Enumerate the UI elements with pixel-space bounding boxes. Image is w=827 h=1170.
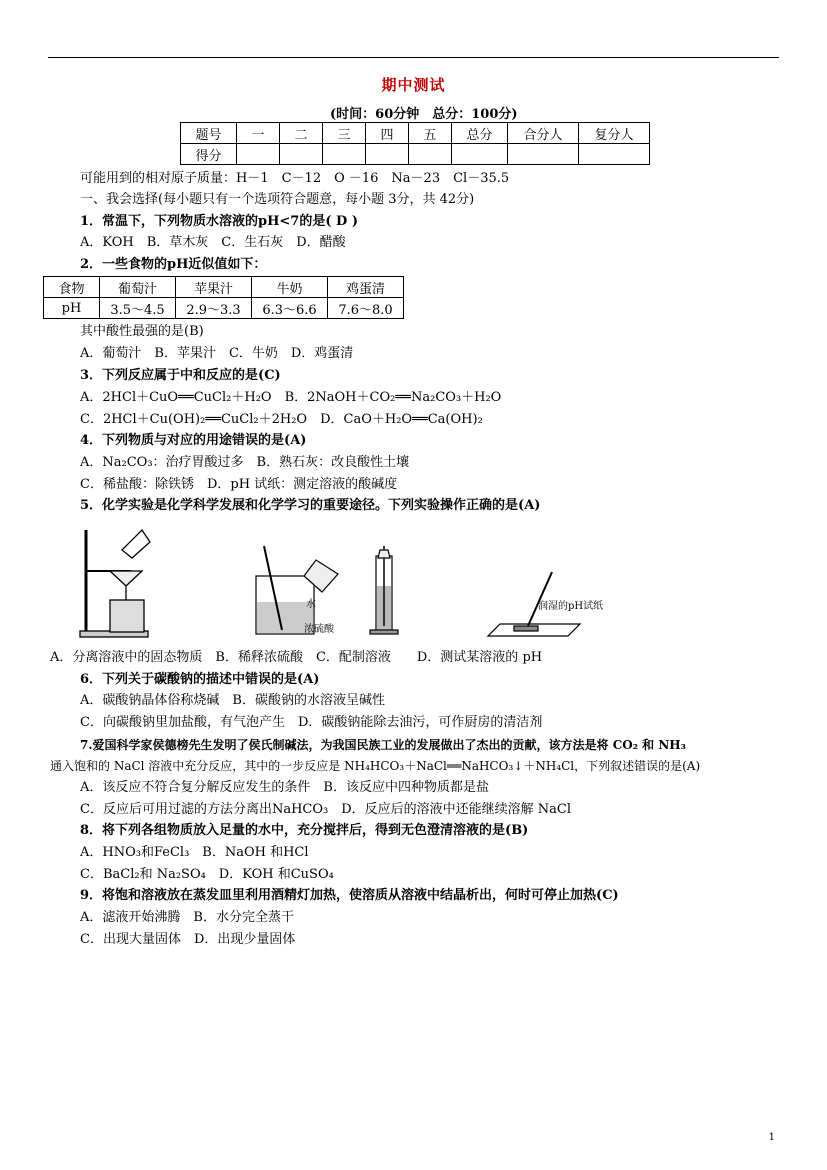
q4-options-ab: A．Na₂CO₃：治疗胃酸过多 B．熟石灰：改良酸性土壤: [80, 455, 410, 470]
score-entry[interactable]: [452, 144, 508, 165]
ph-cell: 葡萄汁: [100, 277, 176, 298]
score-entry[interactable]: [280, 144, 323, 165]
q7-stem-1: 7.爱国科学家侯德榜先生发明了侯氏制碱法，为我国民族工业的发展做出了杰出的贡献，该方法是将 CO₂ 和 NH₃: [80, 738, 686, 752]
q7-options-cd: C．反应后可用过滤的方法分离出NaHCO₃ D．反应后的溶液中还能继续溶解 NaCl: [80, 802, 572, 817]
atomic-masses: 可能用到的相对原子质量：H－1 C－12 O －16 Na－23 Cl－35.5: [80, 171, 510, 186]
q3-options-cd: C．2HCl＋Cu(OH)₂══CuCl₂＋2H₂O D．CaO＋H₂O══Ca(OH)₂: [80, 412, 483, 427]
ph-cell: 苹果汁: [176, 277, 252, 298]
q7-options-ab: A．该反应不符合复分解反应发生的条件 B．该反应中四种物质都是盐: [80, 780, 489, 795]
ph-cell: 牛奶: [252, 277, 328, 298]
page-title: 期中测试: [381, 76, 446, 94]
q5-options: A．分离溶液中的固态物质 B．稀释浓硫酸 C．配制溶液 D．测试某溶液的 pH: [50, 650, 543, 665]
ph-cell: 2.9～3.3: [176, 298, 252, 319]
filtration-figure: [80, 530, 150, 637]
score-cell: 总分: [452, 123, 508, 144]
q6-options-ab: A．碳酸钠晶体俗称烧碱 B．碳酸钠的水溶液呈碱性: [80, 693, 385, 708]
score-entry[interactable]: [409, 144, 452, 165]
q2-question: 其中酸性最强的是(B): [80, 324, 204, 339]
acid-label: 浓硫酸: [304, 624, 334, 635]
q9-stem: 9．将饱和溶液放在蒸发皿里利用酒精灯加热，使溶质从溶液中结晶析出，何时可停止加热(C): [80, 888, 619, 903]
q6-stem: 6．下列关于碳酸钠的描述中错误的是(A): [80, 672, 320, 687]
q1-options: A．KOH B．草木灰 C．生石灰 D．醋酸: [80, 235, 346, 250]
q4-stem: 4．下列物质与对应的用途错误的是(A): [80, 433, 307, 448]
score-cell: 四: [366, 123, 409, 144]
ph-cell: 鸡蛋清: [328, 277, 404, 298]
page-number: 1: [768, 1132, 775, 1143]
q4-options-cd: C．稀盐酸：除铁锈 D．pH 试纸：测定溶液的酸碱度: [80, 477, 398, 492]
ph-cell: 7.6～8.0: [328, 298, 404, 319]
q2-options: A．葡萄汁 B．苹果汁 C．牛奶 D．鸡蛋清: [80, 346, 354, 361]
q9-options-cd: C．出现大量固体 D．出现少量固体: [80, 932, 296, 947]
q6-options-cd: C．向碳酸钠里加盐酸，有气泡产生 D．碳酸钠能除去油污，可作厨房的清洁剂: [80, 715, 543, 730]
score-entry[interactable]: [237, 144, 280, 165]
score-cell: 题号: [181, 123, 237, 144]
section-heading: 一、我会选择(每小题只有一个选项符合题意，每小题 3分，共 42分): [80, 192, 475, 207]
ph-cell: 3.5～4.5: [100, 298, 176, 319]
score-cell: 一: [237, 123, 280, 144]
q5-stem: 5．化学实验是化学科学发展和化学学习的重要途径。下列实验操作正确的是(A): [80, 498, 541, 513]
ph-cell: 6.3～6.6: [252, 298, 328, 319]
score-cell: 合分人: [508, 123, 579, 144]
ph-paper-figure: [488, 572, 603, 636]
q8-options-cd: C．BaCl₂和 Na₂SO₄ D．KOH 和CuSO₄: [80, 867, 334, 882]
score-cell: 二: [280, 123, 323, 144]
q7-stem-2: 通入饱和的 NaCl 溶液中充分反应，其中的一步反应是 NH₄HCO₃＋NaCl══NaHCO₃↓＋NH₄Cl，下列叙述错误的是(A): [50, 759, 701, 773]
score-cell: 五: [409, 123, 452, 144]
top-rule: [48, 57, 779, 58]
dilution-figure: [256, 546, 338, 635]
score-table: [180, 122, 650, 165]
q3-stem: 3．下列反应属于中和反应的是(C): [80, 368, 281, 383]
ph-cell: pH: [44, 298, 100, 319]
q2-stem: 2．一些食物的pH近似值如下：: [80, 257, 267, 272]
q8-stem: 8．将下列各组物质放入足量的水中，充分搅拌后，得到无色澄清溶液的是(B): [80, 823, 529, 838]
score-entry[interactable]: [579, 144, 650, 165]
q3-options-ab: A．2HCl＋CuO══CuCl₂＋H₂O B．2NaOH＋CO₂══Na₂CO₃＋H₂O: [80, 390, 502, 405]
score-cell: 复分人: [579, 123, 650, 144]
q8-options-ab: A．HNO₃和FeCl₃ B．NaOH 和HCl: [80, 845, 309, 860]
ph-cell: 食物: [44, 277, 100, 298]
water-label: 水: [306, 599, 316, 610]
exam-info: (时间：60分钟 总分：100分): [330, 107, 518, 122]
ph-table: [43, 276, 404, 319]
cylinder-figure: [370, 546, 398, 634]
paper-label: 润湿的pH试纸: [538, 601, 604, 612]
q1-stem: 1．常温下，下列物质水溶液的pH<7的是( D ): [80, 214, 358, 229]
score-cell: 三: [323, 123, 366, 144]
q5-apparatus-figures: [76, 526, 636, 641]
q9-options-ab: A．滤液开始沸腾 B．水分完全蒸干: [80, 910, 294, 925]
score-entry[interactable]: [323, 144, 366, 165]
score-cell: 得分: [181, 144, 237, 165]
score-entry[interactable]: [508, 144, 579, 165]
score-entry[interactable]: [366, 144, 409, 165]
